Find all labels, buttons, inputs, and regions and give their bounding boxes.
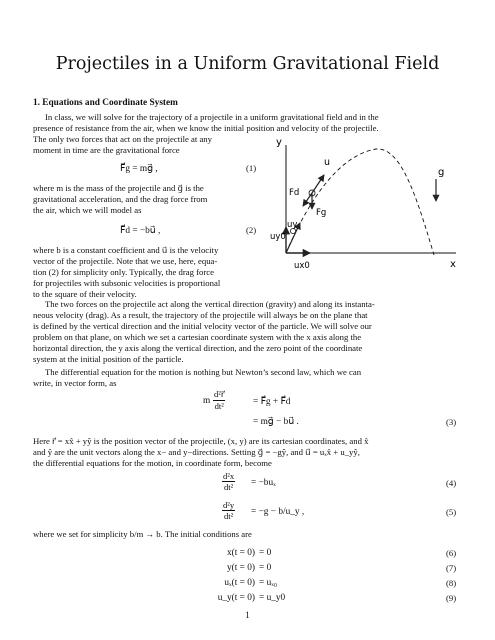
para4-line-4: problem on that plane, on which we set a cartesian coordinate system with the x axis along the	[33, 332, 362, 342]
ic-lhs-1: x(t = 0)	[227, 548, 255, 558]
equation-4-number: (4)	[446, 478, 457, 488]
ic-lhs-2: y(t = 0)	[227, 563, 255, 573]
g-label: g	[438, 167, 445, 178]
ic-rhs-4: = u_y0	[259, 593, 286, 603]
para3-line-5: to the square of their velocity.	[33, 289, 137, 299]
ic-rhs-3: = uₓ₀	[259, 578, 278, 588]
ic-num-4: (9)	[446, 593, 457, 603]
equation-1: F⃗g = mg⃗ ,	[120, 164, 158, 174]
para5-line-1: The differential equation for the motion is nothing but Newton’s second law, which we can	[45, 367, 362, 377]
para4-line-5: horizontal direction, the y axis along the vertical direction, and the zero point of the coordinate	[33, 343, 363, 353]
ic-rhs-2: = 0	[259, 563, 272, 573]
para2-line-1: where m is the mass of the projectile and g⃗ is the	[33, 183, 204, 193]
para4-line-3: is defined by the vertical direction and the initial velocity vector of the particle. We will solve our	[33, 321, 372, 331]
para3-line-4: for projectiles with subsonic velocities is proportional	[33, 278, 221, 288]
equation-4-numerator: d²x	[223, 471, 235, 481]
y-axis-label: y	[276, 137, 282, 148]
equation-5-numerator: d²y	[223, 500, 235, 510]
ic-num-3: (8)	[446, 578, 457, 588]
para1-line-3: The only two forces that act on the projectile at any	[33, 134, 212, 144]
uy0-label: uy0	[270, 232, 286, 242]
ux0-label: ux0	[294, 261, 310, 271]
equation-3-m: m	[203, 396, 211, 406]
para3-line-1: where b is a constant coefficient and u⃗ is the velocity	[33, 245, 219, 255]
equation-3-denominator: dt²	[214, 401, 224, 411]
equation-5-rhs: = −g − b/u_y ,	[251, 507, 305, 517]
para4-line-2: neous velocity (drag). As a result, the trajectory of the projectile will always be on the plane that	[33, 310, 368, 320]
para5-line-2: write, in vector form, as	[33, 378, 117, 388]
drag-force-vector	[303, 193, 312, 206]
equation-5-fraction	[222, 500, 235, 521]
page-title: Projectiles in a Uniform Gravitational Field	[55, 54, 440, 74]
section-heading: 1. Equations and Coordinate System	[33, 98, 178, 108]
page-number: 1	[245, 610, 250, 620]
ic-lhs-4: u_y(t = 0)	[217, 593, 255, 603]
x-axis-label: x	[450, 259, 456, 270]
trajectory-path	[286, 149, 434, 255]
equation-5-number: (5)	[446, 507, 457, 517]
equation-4-denominator: dt²	[223, 482, 234, 492]
equation-2: F⃗d = −bu⃗ ,	[120, 226, 161, 236]
velocity-vector	[312, 175, 324, 193]
projectile-figure	[266, 135, 466, 273]
equation-4-rhs: = −buₓ	[251, 478, 276, 488]
equation-1-number: (1)	[246, 163, 257, 173]
uy-label: uy	[287, 220, 298, 230]
equation-4-fraction	[222, 471, 235, 492]
para6-line-1: Here r⃗ = xx̂ + yŷ is the position vector of the projectile, (x, y) are its cartesian coordinates, and x̂	[33, 436, 369, 446]
para1-line-1: In class, we will solve for the trajectory of a projectile in a uniform gravitational field and in the	[45, 112, 379, 122]
ic-num-2: (7)	[446, 563, 457, 573]
equation-3-number: (3)	[446, 417, 457, 427]
equation-3-rhs1: = F⃗g + F⃗d	[253, 397, 291, 407]
para2-line-3: the air, which we will model as	[33, 205, 142, 215]
ic-rhs-1: = 0	[259, 548, 272, 558]
para6-line-3: the differential equations for the motion, in coordinate form, become	[33, 458, 272, 468]
para1-line-2: presence of resistance from the air, when we know the initial position and velocity of the projectile.	[33, 123, 379, 133]
equation-2-number: (2)	[246, 225, 257, 235]
para3-line-3: tion (2) for simplicity only. Typically, the drag force	[33, 267, 214, 277]
u-label: u	[324, 157, 331, 168]
para7: where we set for simplicity b/m → b. The initial conditions are	[33, 529, 252, 539]
para2-line-2: gravitational acceleration, and the drag force from	[33, 194, 208, 204]
fd-label: Fd	[289, 188, 300, 198]
fg-label: Fg	[316, 208, 327, 218]
ic-num-1: (6)	[446, 548, 457, 558]
para3-line-2: vector of the projectile. Note that we use, here, equa-	[33, 256, 218, 266]
equation-3-fraction	[213, 389, 225, 411]
para4-line-6: system at the initial position of the particle.	[33, 354, 184, 364]
equation-3-rhs2: = mg⃗ − bu⃗ .	[253, 417, 299, 427]
equation-5-denominator: dt²	[223, 511, 234, 521]
ic-lhs-3: uₓ(t = 0)	[224, 578, 255, 588]
equation-3-numerator: d²r⃗	[214, 389, 225, 399]
para6-line-2: and ŷ are the unit vectors along the x− and y−directions. Setting g⃗ = −gŷ, and u⃗ = uₓx̂ + u_yŷ,	[33, 447, 360, 457]
para1-line-4: moment in time are the gravitational force	[33, 145, 180, 155]
para4-line-1: The two forces on the projectile act along the vertical direction (gravity) and along its instanta-	[45, 299, 375, 309]
